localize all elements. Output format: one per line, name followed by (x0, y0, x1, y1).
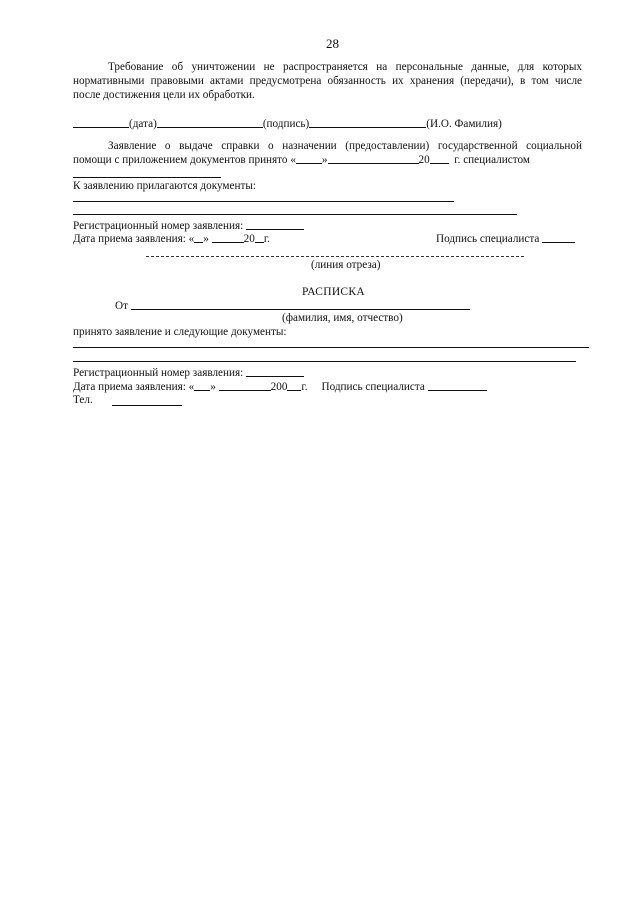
specialist-signature-label: Подпись специалиста (436, 233, 540, 245)
date-blank (73, 117, 129, 128)
documents-line-2 (73, 214, 517, 215)
receipt-title: РАСПИСКА (302, 286, 365, 298)
phone-row (73, 394, 93, 407)
date-received-row: Дата приема заявления: « » 20 г. (73, 233, 270, 245)
signature-row (73, 117, 502, 131)
specialist-signature-row (436, 232, 575, 246)
year-blank (430, 153, 449, 164)
page-number: 28 (326, 36, 339, 51)
month-blank (328, 153, 419, 164)
notice-line-3: после достижения цели их обработки. (73, 89, 255, 101)
notice-line-2: нормативными правовыми актами предусмотрена обязанность их хранения (передачи), в том числе (73, 75, 582, 87)
phone-label: Тел. (73, 394, 93, 406)
receipt-reg-number-row: Регистрационный номер заявления: (73, 366, 304, 380)
receipt-documents-line-2 (73, 361, 576, 362)
phone-blank (112, 405, 182, 406)
reg-number-row (73, 219, 304, 233)
day-blank (296, 153, 322, 164)
accepted-label: принято заявление и следующие документы: (73, 326, 287, 338)
from-blank (131, 299, 470, 310)
date-label: (дата) (129, 118, 157, 130)
name-blank (309, 117, 426, 128)
fio-label: (фамилия, имя, отчество) (282, 312, 403, 324)
from-label: От (115, 300, 128, 312)
name-label: (И.О. Фамилия) (426, 118, 502, 130)
specialist-line (73, 177, 221, 178)
signature-blank (157, 117, 263, 128)
signature-label: (подпись) (262, 118, 310, 130)
reg-number-label: Регистрационный номер заявления: (73, 220, 244, 232)
receipt-documents-line-1 (73, 347, 589, 348)
cut-line-label: (линия отреза) (311, 259, 381, 271)
receipt-from-row (115, 299, 470, 313)
attached-docs-label: К заявлению прилагаются документы: (73, 180, 256, 192)
reg-number-blank (246, 219, 304, 230)
receipt-date-row: Дата приема заявления: « » 200 г. Подпись специалиста (73, 380, 487, 394)
notice-line-1: Требование об уничтожении не распространяется на персональные данные, для которых (108, 61, 582, 73)
statement-line-2: помощи с приложением документов принято « » 20 г. специалистом (73, 154, 530, 166)
documents-line-1 (73, 201, 454, 202)
statement-line-1: Заявление о выдаче справки о назначении (предоставлении) государственной социальной (108, 140, 582, 152)
cut-line (146, 256, 524, 257)
receipt-specialist-signature-label: Подпись специалиста (321, 381, 425, 393)
